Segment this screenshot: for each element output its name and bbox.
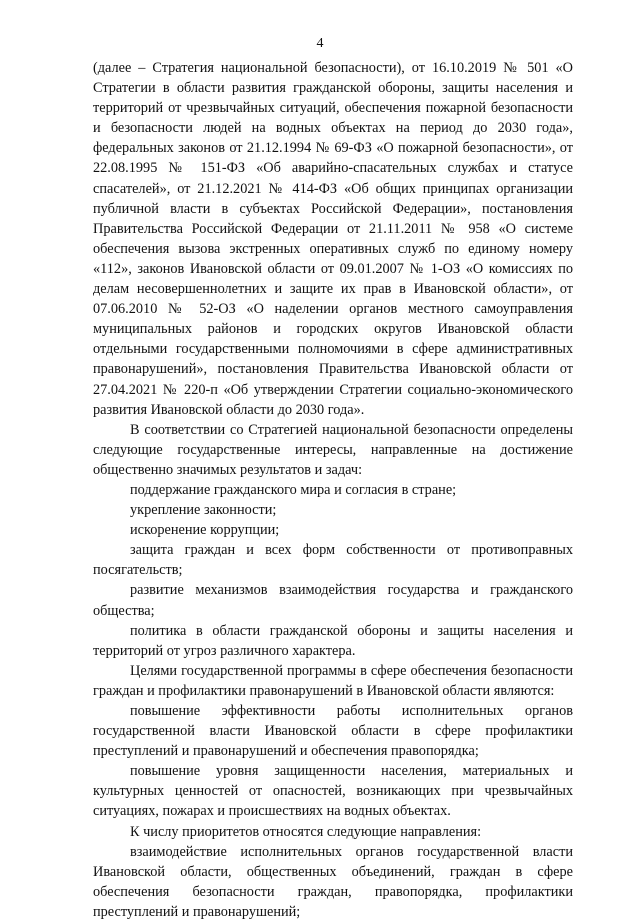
list-item-priority-interaction: взаимодействие исполнительных органов государственной власти Ивановской области, общественных объединений, граждан в сфере обеспечения безопасности граждан, правопорядка, профилактики преступлений и правонарушений; [93,843,573,920]
list-item-protection-of-citizens: защита граждан и всех форм собственности от противоправных посягательств; [93,542,573,579]
list-item-goal-protection-level: повышение уровня защищенности населения, материальных и культурных ценностей от опасностей, возникающих при чрезвычайных ситуациях, пожарах и происшествиях на водных объектах. [93,763,573,820]
body-text [93,58,573,922]
paragraph-program-goals-intro: Целями государственной программы в сфере обеспечения безопасности граждан и профилактики правонарушений в Ивановской области являются: [93,662,573,699]
paragraph-state-interests-intro: В соответствии со Стратегией национальной безопасности определены следующие государственные интересы, направленные на достижение общественно значимых результатов и задач: [93,421,573,478]
page-number: 4 [316,36,324,51]
list-item-state-society-interaction: развитие механизмов взаимодействия государства и гражданского общества; [93,582,573,619]
list-item-civil-peace: поддержание гражданского мира и согласия в стране; [130,481,457,498]
list-item-goal-efficiency: повышение эффективности работы исполнительных органов государственной власти Ивановской области в сфере профилактики преступлений и правонарушений и обеспечения правопорядка; [93,703,573,760]
list-item-anti-corruption: искоренение коррупции; [130,522,280,539]
paragraph-legal-basis-continuation: (далее – Стратегия национальной безопасности), от 16.10.2019 № 501 «О Стратегии в области развития гражданской обороны, защиты населения и территорий от чрезвычайных ситуаций, обеспечения пожарной безопасности и безопасности людей на водных объектах на период до 2030 года», федеральных законов от 21.12.1994 № 69-ФЗ «О пожарной безопасности», от 22.08.1995 № 151-ФЗ «Об аварийно-спасательных службах и статусе спасателей», от 21.12.2021 № 414-ФЗ «Об общих принципах организации публичной власти в субъектах Российской Федерации», постановления Правительства Российской Федерации от 21.11.2011 № 958 «О системе обеспечения вызова экстренных оперативных служб по единому номеру «112», законов Ивановской области от 09.01.2007 № 1-ОЗ «О комиссиях по делам несовершеннолетних и защите их прав в Ивановской области», от 07.06.2010 № 52-ОЗ «О наделении органов местного самоуправления муниципальных районов и городских округов Ивановской области отдельными государственными полномочиями в сфере административных правонарушений», постановления Правительства Ивановской области от 27.04.2021 № 220-п «Об утверждении Стратегии социально-экономического развития Ивановской области до 2030 года». [93,60,573,418]
paragraph-priorities-intro: К числу приоритетов относятся следующие направления: [130,823,482,840]
list-item-legality: укрепление законности; [130,502,277,519]
list-item-civil-defense-policy: политика в области гражданской обороны и защиты населения и территорий от угроз различного характера. [93,622,573,659]
